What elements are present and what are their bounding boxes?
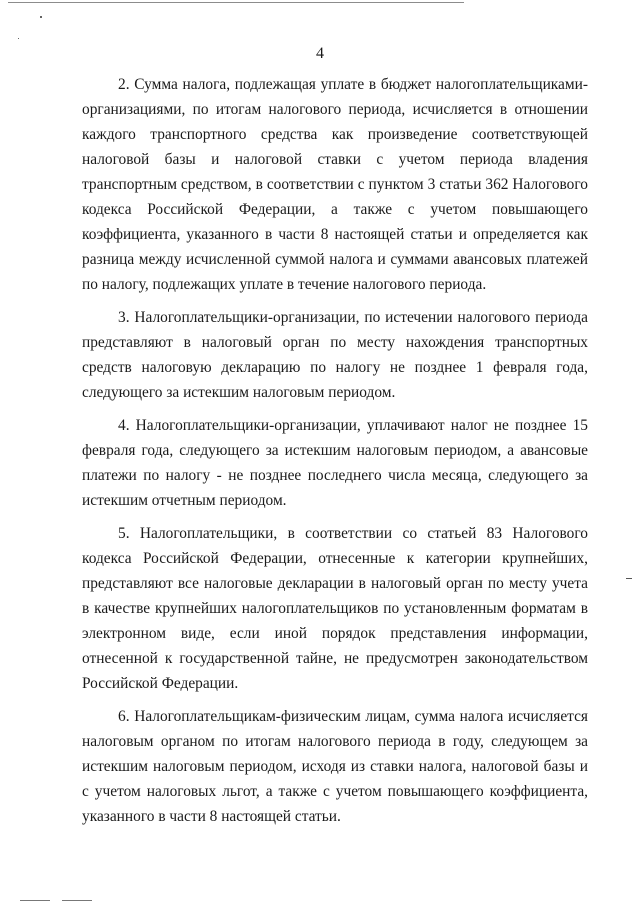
paragraph-2: 2. Сумма налога, подлежащая уплате в бюджет налогоплательщиками-организациями, по итогам налогового периода, исчисляется в отношении каждого транспортного средства как произведение соответствующей налоговой базы и налоговой ставки с учетом периода владения транспортным средством, в соответствии с пунктом 3 статьи 362 Налогового кодекса Российской Федерации, а также с учетом повышающего коэффициента, указанного в части 8 настоящей статьи и определяется как разница между исчисленной суммой налога и суммами авансовых платежей по налогу, подлежащих уплате в течение налогового периода. xyxy=(82,76,588,293)
scan-dot xyxy=(40,16,42,18)
scan-top-line xyxy=(8,2,464,3)
paragraph-3: 3. Налогоплательщики-организации, по истечении налогового периода представляют в налоговый орган по месту нахождения транспортных средств налоговую декларацию по налогу не позднее 1 февраля года, следующего за истекшим налоговым периодом. xyxy=(82,309,588,401)
scan-bottom-line xyxy=(62,900,92,901)
scan-bottom-line xyxy=(20,900,50,901)
page-number: 4 xyxy=(316,45,324,62)
scan-dot xyxy=(18,38,19,39)
paragraph-4: 4. Налогоплательщики-организации, уплачивают налог не позднее 15 февраля года, следующего за истекшим налоговым периодом, а авансовые платежи по налогу - не позднее последнего числа месяца, следующего за истекшим отчетным периодом. xyxy=(82,417,588,509)
paragraph-6: 6. Налогоплательщикам-физическим лицам, сумма налога исчисляется налоговым органом по итогам налогового периода в году, следующем за истекшим налоговым периодом, исходя из ставки налога, налоговой базы и с учетом налоговых льгот, а также с учетом повышающего коэффициента, указанного в части 8 настоящей статьи. xyxy=(82,708,588,825)
paragraph-5: 5. Налогоплательщики, в соответствии со статьей 83 Налогового кодекса Российской Федерации, отнесенные к категории крупнейших, представляют все налоговые декларации в налоговый орган по месту учета в качестве крупнейших налогоплательщиков по установленным форматам в электронном виде, если иной порядок представления информации, отнесенной к государственной тайне, не предусмотрен законодательством Российской Федерации. xyxy=(82,525,588,692)
document-body xyxy=(82,72,588,837)
scan-right-tick xyxy=(626,578,632,579)
